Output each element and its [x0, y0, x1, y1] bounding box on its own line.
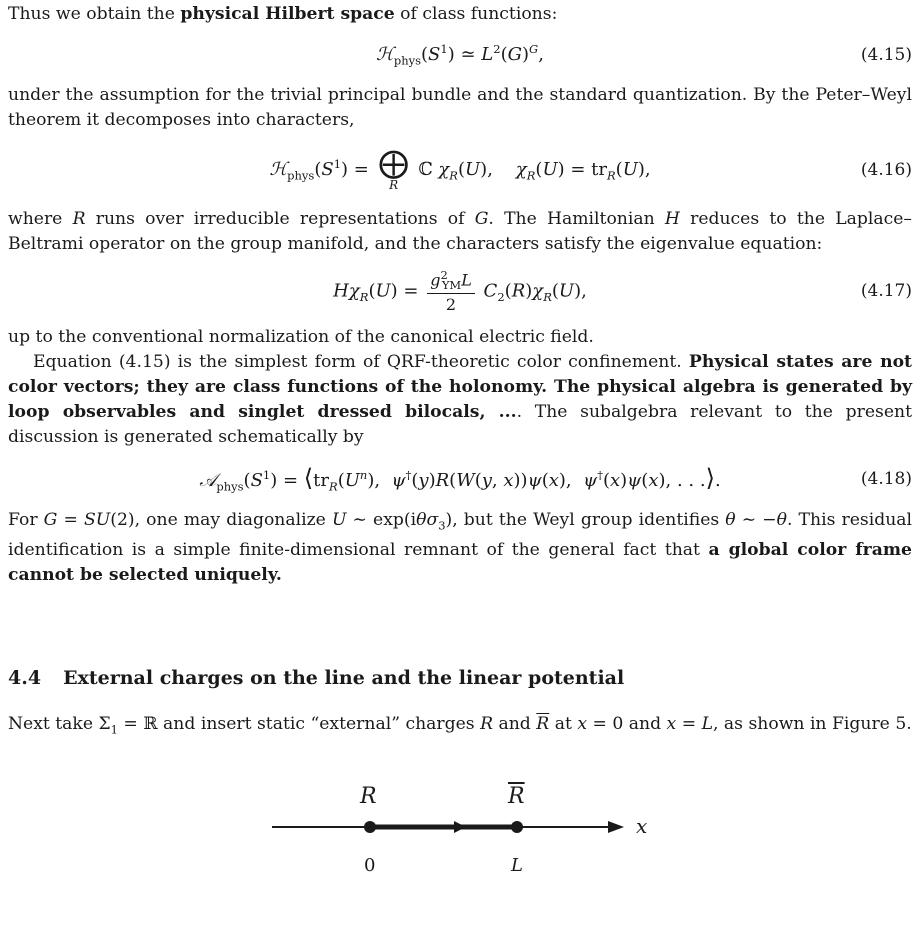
paragraph-intro: Thus we obtain the physical Hilbert space of class functions:	[8, 4, 558, 24]
paragraph-confinement: Equation (4.15) is the simplest form of QRF-theoretic color confinement. Physical states are not color vectors; they are class functions of the holonomy. The physical algebra is generated by loop observables and singlet dressed bilocals, .... The subalgebra relevant to the present discussion is generated schematically by	[8, 352, 912, 447]
paragraph-weyl-group: For G = SU(2), one may diagonalize U ∼ exp(iθσ$_3$), but the Weyl group identifies θ ∼ −θ. This residual identification is a simple finite-dimensional remnant of the general fact that a global color frame cannot be selected uniquely.	[8, 510, 913, 586]
paragraph-external-charges: Next take $\Sigma_1$ = ℝ and insert static “external” charges R and $\overline{R}$ at x = 0 and x = L, as shown in Figure 5.	[8, 714, 912, 737]
equation-number: (4.15)	[860, 45, 912, 65]
bold-term: physical Hilbert space	[180, 4, 395, 24]
page-content	[8, 0, 912, 588]
figure-left-charge-label: R	[360, 784, 377, 809]
paragraph-normalization: up to the conventional normalization of the canonical electric field.	[8, 327, 594, 347]
equation-number: (4.18)	[860, 469, 912, 489]
figure-origin-label: 0	[364, 855, 376, 876]
charge-point-right	[511, 821, 523, 833]
paragraph-hamiltonian: where R runs over irreducible representations of G. The Hamiltonian H reduces to the Laplace–Beltrami operator on the group manifold, and the characters satisfy the eigenvalue equation:	[8, 209, 912, 254]
figure-axis-label: x	[636, 814, 648, 838]
figure-right-charge-label: $\overline{R}$	[508, 784, 525, 809]
bold-statement: Physical states are not color vectors; they are class functions of the holonomy. The physical algebra is generated by loop observables and singlet dressed bilocals, ...	[8, 352, 912, 422]
equation-number: (4.17)	[860, 281, 912, 301]
equation-4-15: $ℋ_{phys}(S^1)$ ≃ $L^2(G)^G$, (4.15)	[376, 42, 912, 68]
section-title: External charges on the line and the linear potential	[63, 667, 625, 689]
section-heading	[8, 667, 624, 689]
wilson-line-arrow	[454, 821, 466, 833]
charge-point-left	[364, 821, 376, 833]
equation-4-16: $ℋ_{phys}(S^1)$ = ⨁ R ℂ $\chi_R(U)$, $\chi_R(U) = tr_R(U)$, (4.16)	[269, 146, 912, 192]
section-number: 4.4	[8, 667, 42, 689]
equation-4-17: $H\chi_R(U)$ = $\frac{g^2_{YM}L}{2}$ $C_2(R)\chi_R(U)$, (4.17)	[333, 267, 912, 315]
bold-global-frame: a global color frame cannot be selected uniquely.	[8, 540, 912, 586]
figure-L-label: L	[511, 855, 523, 876]
axis-arrowhead	[608, 821, 624, 833]
paragraph-peter-weyl: under the assumption for the trivial principal bundle and the standard quantization. By the Peter–Weyl theorem it decomposes into characters,	[8, 85, 912, 130]
equation-number: (4.16)	[860, 160, 912, 180]
equation-4-18: $𝒜_{phys}(S^1)$ = $⟨tr_R(U^n)$, ψ†(y)R(W(y, x))ψ(x), ψ†(x)ψ(x), . . .⟩. (4.18)	[199, 464, 912, 494]
